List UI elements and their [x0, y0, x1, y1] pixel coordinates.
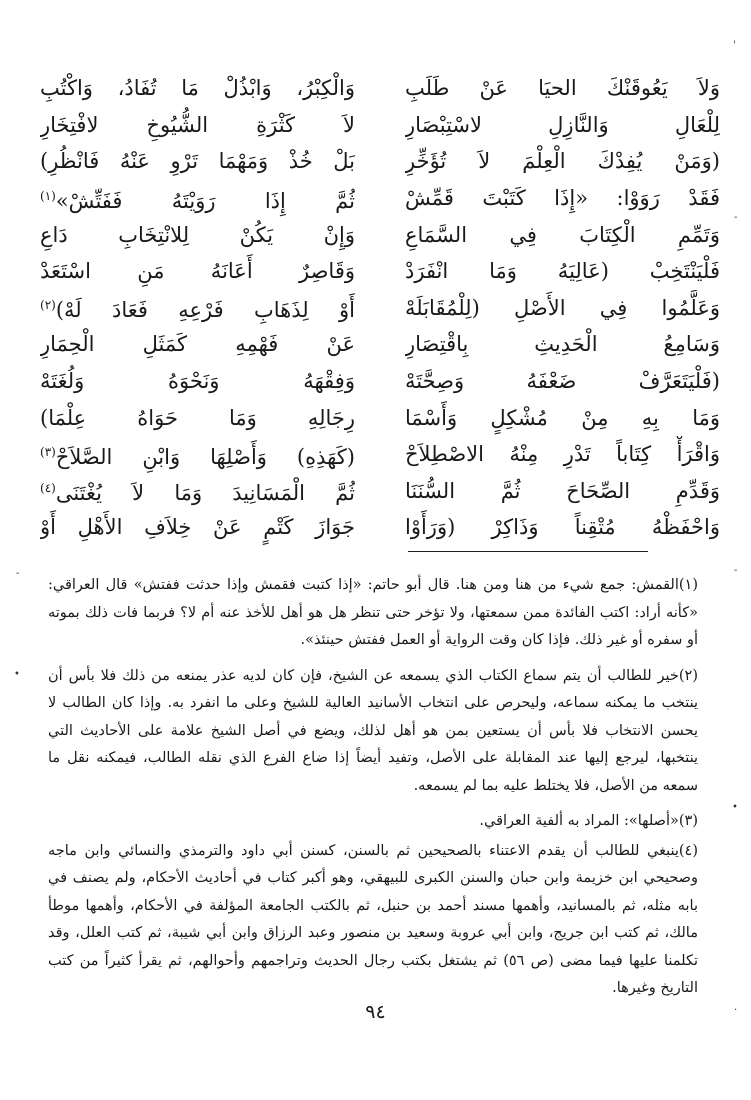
margin-mark: -	[734, 212, 738, 223]
verse-right-hemistich: وَاحْفَظْهُ مُتْقِناً وَذَاكِرْ (وَرَأَوْا	[405, 515, 720, 540]
verse-row	[40, 509, 720, 546]
verse-left-hemistich: وَإِنْ يَكُنْ لِلانْتِخَابِ دَاعِ	[40, 222, 355, 247]
margin-mark: •	[732, 802, 738, 813]
verse-right-hemistich: (فَلْيَتَعَرَّفْ ضَعْفَهُ وَصِحَّتَهْ	[405, 369, 720, 394]
verse-right-hemistich: لِلْعَالِ وَالنَّازِلِ لاسْتِبْصَارِ	[405, 112, 720, 137]
verse-left-hemistich: أَوْ لِذَهَابِ فَرْعِهِ فَعَادَ لَهْ)$^{(٢)}$	[40, 298, 355, 323]
verse-left-hemistich: وَالْكِبْرُ، وَابْذُلْ مَا تُفَادُ، وَاكْتُبِ	[40, 76, 355, 101]
footnote-4: (٤)ينبغي للطالب أن يقدم الاعتناء بالصحيحين ثم بالسنن، كسنن أبي داود والترمذي والنسائي وابن ماجه وصحيحي ابن خزيمة وابن حبان والسنن الكبرى للبيهقي، وهو أكبر كتاب في أحاديث الأحكام، ولم يصنف في بابه مثله، ثم بالمسانيد، وأهمها مسند أحمد بن حنبل، ثم بالكتب الجامعة المؤلفة في الأحكام، وأهمها موطأ مالك، ثم كتب ابن جريج، وابن أبي عروبة وسعيد بن منصور وعبد الرزاق وابن أبي شيبة، ثم كتب العلل، وقد تكلمنا عليها فيما مضى (ص ٥٦) ثم يشتغل بكتب رجال الحديث وتراجمهم وأحوالهم، ثم يقرأ كثيراً من كتب التاريخ وغيرها.	[48, 842, 698, 996]
verse-right-hemistich: وَمَا بِهِ مِنْ مُشْكِلٍ وَأَسْمَا	[405, 405, 720, 430]
verse-row	[40, 473, 720, 510]
footnote-3: (٣)«أصلها»: المراد به ألفية العراقي.	[479, 813, 698, 829]
verse-right-hemistich: وَعَلَّمُوا فِي الأَصْلِ (لِلْمُقَابَلَهْ	[405, 295, 720, 320]
footnote-ref: (٣)	[40, 444, 56, 459]
verse-row	[40, 70, 720, 107]
page-number: ٩٤	[365, 1001, 386, 1023]
verse-row	[40, 326, 720, 363]
verse-right-hemistich: وَتَمِّمِ الْكِتَابَ فِي السَّمَاعِ	[405, 222, 720, 247]
margin-mark: .	[734, 1002, 738, 1013]
verse-left-hemistich: عَنْ فَهْمِهِ كَمَثَلِ الْحِمَارِ	[40, 332, 355, 357]
verse-right-hemistich: (وَمَنْ يُفِدْكَ الْعِلْمَ لاَ تُؤَخِّرِ	[405, 149, 720, 174]
footnote-ref: (١)	[40, 188, 56, 203]
verse-left-hemistich: بَلْ خُذْ وَمَهْمَا تَرْوِ عَنْهُ فَانْظُرِ)	[40, 149, 355, 174]
verse-row	[40, 436, 720, 473]
verse-left-hemistich: ثُمَّ الْمَسَانِيدَ وَمَا لاَ يُغْتَنَى$^{(٤)}$	[40, 481, 355, 506]
verse-left-hemistich: ثُمَّ إِذَا رَوَيْتَهُ فَفَتِّشْ»$^{(١)}$	[40, 188, 355, 213]
verse-right-hemistich: وَسَامِعُ الْحَدِيثِ بِاقْتِصَارِ	[405, 332, 720, 357]
verse-row	[40, 180, 720, 217]
verse-left-hemistich: رِجَالِهِ وَمَا حَوَاهُ عِلْمَا)	[40, 405, 355, 430]
verse-row	[40, 253, 720, 290]
verse-right-hemistich: فَلْيَنْتَخِبْ (عَالِيَهُ وَمَا انْفَرَدْ	[405, 259, 720, 284]
verse-row	[40, 216, 720, 253]
footnote-1: (١)القمش: جمع شيء من هنا ومن هنا. قال أبو حاتم: «إذا كتبت فقمش وإذا حدثت ففتش» قال العراقي: «كأنه أراد: اكتب الفائدة ممن سمعتها، ولا تؤخر حتى تنظر هل هو أهل للأخذ عنه أم لا؟ فربما فات ذلك بموته أو سفره أو غير ذلك. فإذا كان وقت الرواية أو العمل ففتش حينئذ».	[48, 577, 699, 648]
margin-mark: -	[16, 568, 20, 579]
verse-left-hemistich: (كَهَذِهِ) وَأَصْلِهَا وَابْنِ الصَّلاَحْ$^{(٣)}$	[40, 444, 355, 469]
verse-row	[40, 107, 720, 144]
verse-row	[40, 143, 720, 180]
verse-left-hemistich: جَوَازَ كَتْمٍ عَنْ خِلاَفِ الأَهْلِ أَوْ	[40, 515, 355, 540]
verse-row	[40, 399, 720, 436]
verse-left-hemistich: وَفِقْهَهُ وَنَحْوَهُ وَلُغَتَهْ	[40, 369, 355, 394]
footnote-ref: (٢)	[40, 298, 56, 313]
verse-row	[40, 363, 720, 400]
poem-verses	[40, 70, 720, 540]
margin-mark: -	[734, 565, 738, 576]
verse-right-hemistich: وَلاَ يَعُوقَنْكَ الحيَا عَنْ طَلَبِ	[405, 76, 720, 101]
verse-right-hemistich: وَاقْرَأْ كِتَاباً تَدْرِ مِنْهُ الاصْطِلاَحْ	[405, 442, 720, 467]
footnote-separator	[408, 551, 648, 552]
verse-right-hemistich: فَقَدْ رَوَوْا: «إِذَا كَتَبْتَ قَمِّشْ	[405, 186, 720, 211]
verse-left-hemistich: لاَ كَثْرَةِ الشُّيُوخِ لافْتِخَارِ	[40, 112, 355, 137]
margin-mark: '	[733, 40, 736, 51]
verse-left-hemistich: وَقَاصِرٌ أَعَانَهُ مَنِ اسْتَعَدْ	[40, 259, 355, 284]
verse-right-hemistich: وَقَدِّمِ الصِّحَاحَ ثُمَّ السُّنَنَا	[405, 478, 720, 503]
verse-row	[40, 290, 720, 327]
footnotes	[48, 572, 698, 1005]
margin-mark: •	[14, 669, 20, 680]
footnote-ref: (٤)	[40, 481, 56, 496]
footnote-2: (٢)خير للطالب أن يتم سماع الكتاب الذي يسمعه عن الشيخ، فإن كان لديه عذر يمنعه من ذلك فلا بأس أن ينتخب ما يمكنه سماعه، وليحرص على انتخاب الأسانيد العالية للشيخ وعلى ما انفرد به. وإذا كان الطالب لا يحسن الانتخاب فلا بأس أن يستعين بمن هو أهل لذلك، ويضع في أصل الشيخ علامة على الأحاديث التي ينتخبها، ليرجع إليها عند المقابلة على الأصل، وتفيد أيضاً إذا ضاع الفرع الذي نقله الطالب، فيمكنه نقل ما سمعه من الأصل، فلا يختلط عليه بما لم يسمعه.	[48, 667, 698, 794]
